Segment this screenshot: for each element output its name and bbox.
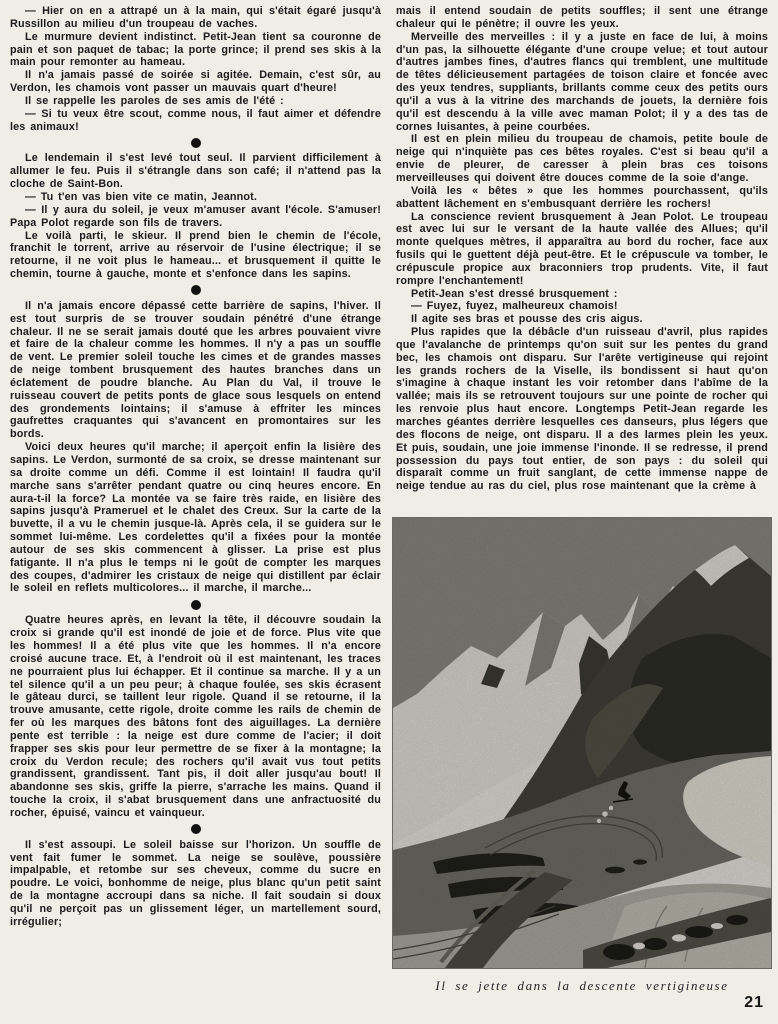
section-separator-dot	[10, 820, 381, 839]
paragraph: Il agite ses bras et pousse des cris aigus.	[411, 313, 643, 326]
section-separator-dot	[10, 595, 381, 614]
paragraph: Il s'est assoupi. Le soleil baisse sur l'horizon. Un souffle de vent fait fumer le sommet. La neige se soulève, poussière impalpable, et retombe sur ses cheveux, comme du sucre en poudre. Le voici, bonhomme de neige, plus blanc qu'un petit saint de la montagne accroupi dans sa niche. Il fait soudain si doux qu'il ne perçoit pas un glissement léger, un martellement sourd, irrégulier;	[10, 838, 381, 928]
figure-caption: Il se jette dans la descente vertigineuse	[435, 978, 729, 993]
paragraph: Petit-Jean s'est dressé brusquement :	[411, 287, 618, 300]
paragraph: — Hier on en a attrapé un à la main, qui s'était égaré jusqu'à Russillon au milieu d'un troupeau de vaches.	[10, 5, 381, 30]
mountain-ski-illustration	[393, 518, 771, 968]
paragraph: — Si tu veux être scout, comme nous, il faut aimer et défendre les animaux!	[10, 107, 381, 133]
paragraph: Le lendemain il s'est levé tout seul. Il parvient difficilement à allumer le feu. Puis il s'étrangle dans son café; il n'attend pas la cloche de Saint-Bon.	[10, 152, 381, 191]
paragraph: Le voilà parti, le skieur. Il prend bien le chemin de l'école, franchit le torrent, arrive au réservoir de l'usine électrique; il se retourne, il ne voit plus le hameau... et brusquement il quitte le chemin, tourne à gauche, monte et s'enfonce dans les sapins.	[10, 229, 381, 281]
left-column	[10, 5, 381, 1019]
paragraph: — Il y aura du soleil, je veux m'amuser avant l'école. S'amuser! Papa Polot regarde son fils de travers.	[10, 203, 381, 229]
paragraph: La conscience revient brusquement à Jean Polot. Le troupeau est avec lui sur le versant de la haute vallée des Allues; qu'il monte quelques mètres, il apparaîtra au bord du rocher, face aux fusils qui le guettent déjà peut-être. Et le crépuscule va tomber, le crépuscule propice aux braconniers trop prudents. Vite, il faut rompre l'enchantement!	[396, 210, 768, 287]
section-separator-dot	[10, 281, 381, 300]
paragraph: Plus rapides que la débâcle d'un ruisseau d'avril, plus rapides que l'avalanche de printemps qu'on suit sur les pentes du grand bec, les chamois ont disparu. Sur l'arête vertigineuse qui rejoint les grands rochers de la Viselle, ils bondissent si haut qu'on s'imagine à chaque instant les voir retomber dans l'abîme de la vallée; mais ils se retrouvent toujours sur une pointe de rocher qui les renvoie plus haut encore. Longtemps Petit-Jean regarde les marches géantes derrière lesquelles ces danseurs, plus légers que des flocons de neige, ont disparu. Il a des larmes plein les yeux. Et puis, soudain, une joie immense l'inonde. Il se redresse, il prend possession du pays tout entier, de son pays : du soleil qui disparaît comme un fruit sanglant, de cette immense nappe de neige tendue au ras du ciel, plus rose maintenant que la crème à	[396, 326, 768, 493]
paragraph: Voilà les « bêtes » que les hommes pourchassent, qu'ils abattent lâchement en s'embusquant derrière les rochers!	[396, 184, 768, 210]
paragraph: Il n'a jamais encore dépassé cette barrière de sapins, l'hiver. Il est tout surpris de se trouver soudain pénétré d'une étrange chaleur. Il ne se serait jamais douté que les arbres pouvaient vivre et faire de la chaleur comme les hommes. Il n'y a pas un souffle de vent. Le premier soleil touche les cimes et de grandes masses de neige tombent brusquement des hautes branches dans un éclatement de poudre blanche. Au Plan du Val, il trouve le ruisseau couvert de petits ponts de glace sous lesquels on entend des grondements lointains; il s'amuse à effriter les minces gaufrettes craquantes qui s'avancent en promontaires sur les bords.	[10, 299, 381, 441]
paragraph: Merveille des merveilles : il y a juste en face de lui, à moins d'un pas, la silhouette élégante d'une croupe velue; et tout autour d'autres jambes fines, d'autres flancs qui tremblent, une multitude de têtes délicieusement partagées de toison claire et foncée avec des yeux tendres, suppliants, brillants comme ceux des petits ours qu'il a vus à la vitrine des marchands de jouets, la dernière fois qu'il est descendu à la ville avec maman Polot; il y a des tas de cornes luisantes, à peine courbées.	[396, 30, 768, 133]
page-number: 21	[744, 994, 764, 1011]
paragraph: — Fuyez, fuyez, malheureux chamois!	[411, 300, 618, 313]
paragraph: — Tu t'en vas bien vite ce matin, Jeannot.	[25, 190, 258, 203]
right-column	[396, 5, 768, 513]
paragraph: Il n'a jamais passé de soirée si agitée. Demain, c'est sûr, au Verdon, les chamois vont passer un mauvais quart d'heure!	[10, 69, 381, 95]
section-separator-dot	[10, 133, 381, 152]
paragraph: Il se rappelle les paroles de ses amis de l'été :	[25, 94, 284, 107]
paragraph: Il est en plein milieu du troupeau de chamois, petite boule de neige qui n'inquiète pas ces bêtes royales. C'est si beau qu'il a envie de pleurer, de caresser à plein bras ces toisons merveilleuses qui doivent être douces comme de la soie d'ange.	[396, 133, 768, 184]
paragraph: Le murmure devient indistinct. Petit-Jean tient sa couronne de pain et son paquet de tabac; la porte grince; il prend ses skis à la main pour remonter au hameau.	[10, 30, 381, 69]
paragraph: Quatre heures après, en levant la tête, il découvre soudain la croix si grande qu'il est inondé de joie et de force. Plus vite que les hommes! Il a été plus vite que les hommes. Il n'a encore croisé aucune trace. Et, à l'endroit où il est maintenant, les traces ne pourraient plus lui échapper. Et il continue sa marche. Il y a un tel silence qu'il a un peu peur; à chaque foulée, ses skis écrasent le gâteau durci, se taillent leur rigole. Quand il se retourne, il la trouve amusante, cette rigole, droite comme les rails de chemin de fer où les marques des bâtons font des aiguillages. La dernière pente est terrible : la neige est dure comme de l'acier; il doit frapper ses skis pour leur permettre de se fixer à la montagne; la croix du Verdon recule; des rochers qu'il avait vus tout petits grandissent, grandissent. Tant pis, il doit aller jusqu'au bout! Il abandonne ses skis, griffe la pierre, s'arrache les mains. Quand il touche la croix, il s'abat brusquement dans une anfractuosité du rocher, épuisé, vaincu et vainqueur.	[10, 614, 381, 819]
paragraph: mais il entend soudain de petits souffles; il sent une étrange chaleur qui le pénètre; il ouvre les yeux.	[396, 5, 768, 30]
print-grain	[393, 518, 771, 968]
paragraph: Voici deux heures qu'il marche; il aperçoit enfin la lisière des sapins. Le Verdon, surmonté de sa croix, se dresse maintenant sur sa droite comme un défi. Comme il est lointain! Il faudra qu'il marche sans s'arrêter pendant quatre ou cinq heures encore. En aura-t-il la force? La montée va se faire très raide, en lisière des sapins jusqu'à Prameruel et le chalet des Creux. Sur la carte de la buvette, il a vu le chemin jusque-là. Après cela, il se guidera sur le sommet lui-même. Les cordelettes qu'il a fixées pour la montée autour de ses skis commencent à glisser. La prise est plus fatigante. Il n'a plus le temps ni le goût de compter les marques des coupes, d'admirer les cristaux de neige qui distillent par éclair le soleil en reflets multicolores... il marche, il marche...	[10, 441, 381, 595]
